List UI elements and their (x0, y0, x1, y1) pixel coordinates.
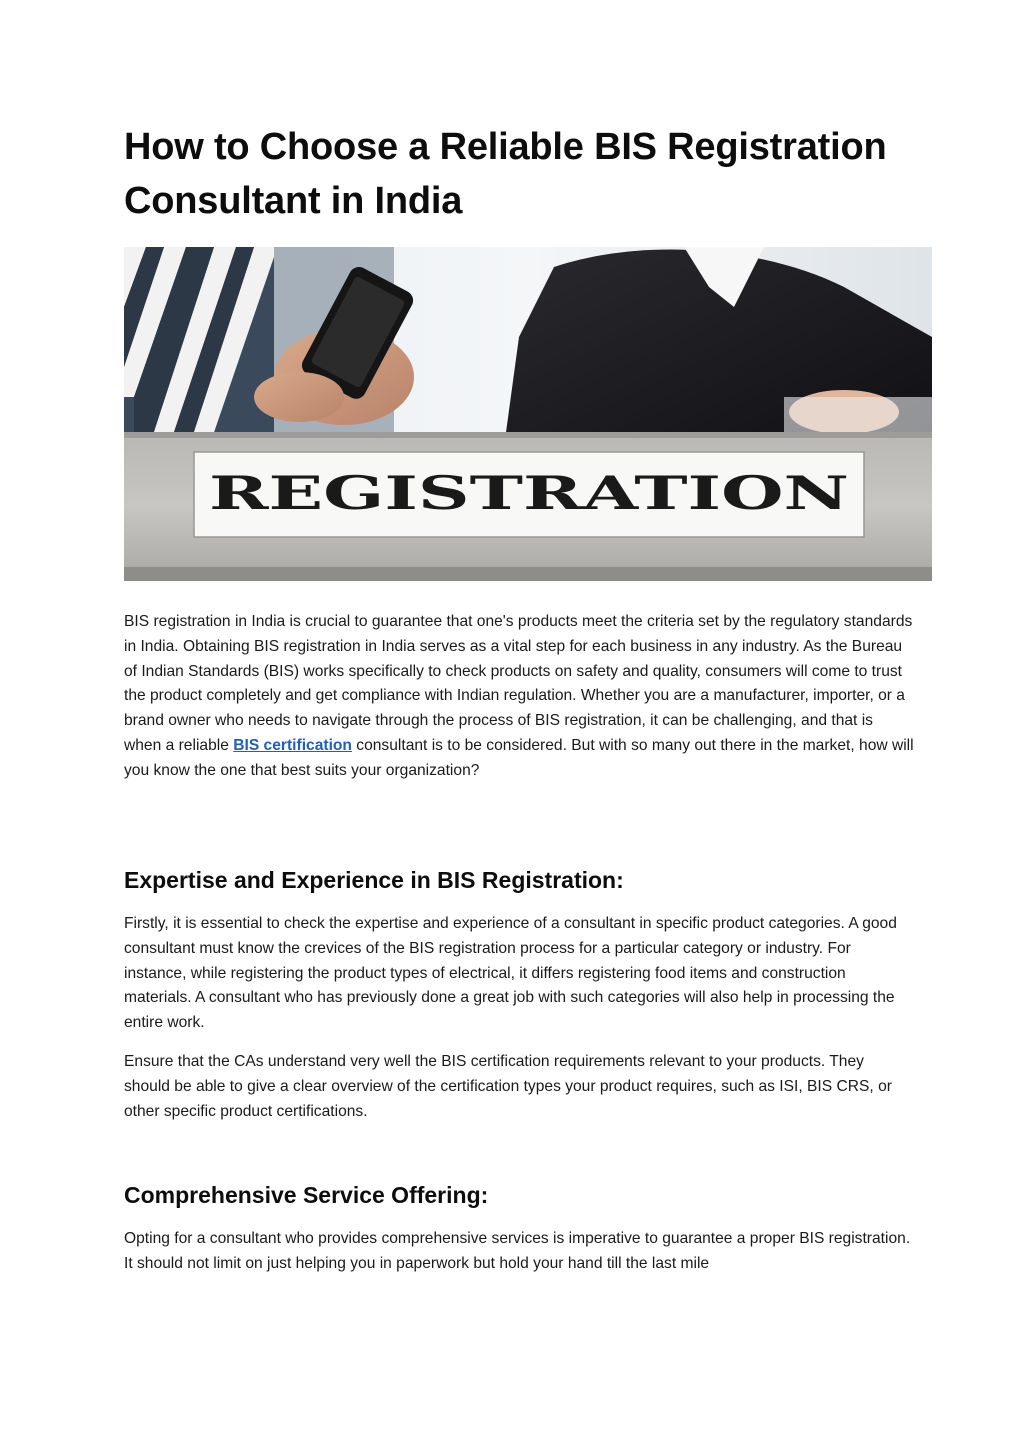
intro-text-end: consultant is to be considered. But with so many out there in the market, how will you know the one that best suits your organization? (124, 736, 914, 779)
intro-paragraph (124, 610, 914, 784)
intro-text-start: BIS registration in India is crucial to guarantee that one's products meet the criteria set by the regulatory standards in India. Obtaining BIS registration in India serves as a vital step for each business in any industry. As the Bureau of Indian Standards (BIS) works specifically to check products on safety and quality, consumers will come to trust the product completely and get compliance with Indian regulation. Whether you are a manufacturer, importer, or a brand owner who needs to navigate through the process of BIS registration, it can be challenging, and that is when a reliable (124, 613, 913, 754)
hero-image (124, 247, 932, 581)
section-heading-services: Comprehensive Service Offering: (124, 1182, 489, 1208)
registration-binder-photo (124, 247, 932, 581)
section-paragraph: Ensure that the CAs understand very well the BIS certification requirements relevant to your products. They should be able to give a clear overview of the certification types your product requires, such as ISI, BIS CRS, or other specific product certifications. (124, 1053, 892, 1120)
section-paragraph: Firstly, it is essential to check the expertise and experience of a consultant in specific product categories. A good consultant must know the crevices of the BIS registration process for a particular category or industry. For instance, while registering the product types of electrical, it differs registering food items and construction materials. A consultant who has previously done a great job with such categories will also help in processing the entire work. (124, 915, 897, 1032)
page-title: How to Choose a Reliable BIS Registration Consultant in India (124, 126, 887, 222)
section-paragraph: Opting for a consultant who provides comprehensive services is imperative to guarantee a proper BIS registration. It should not limit on just helping you in paperwork but hold your hand till the last mile (124, 1230, 911, 1272)
section-heading-expertise: Expertise and Experience in BIS Registration: (124, 867, 624, 893)
bis-certification-link[interactable]: BIS certification (233, 736, 352, 754)
registration-label: REGISTRATION (209, 466, 849, 520)
